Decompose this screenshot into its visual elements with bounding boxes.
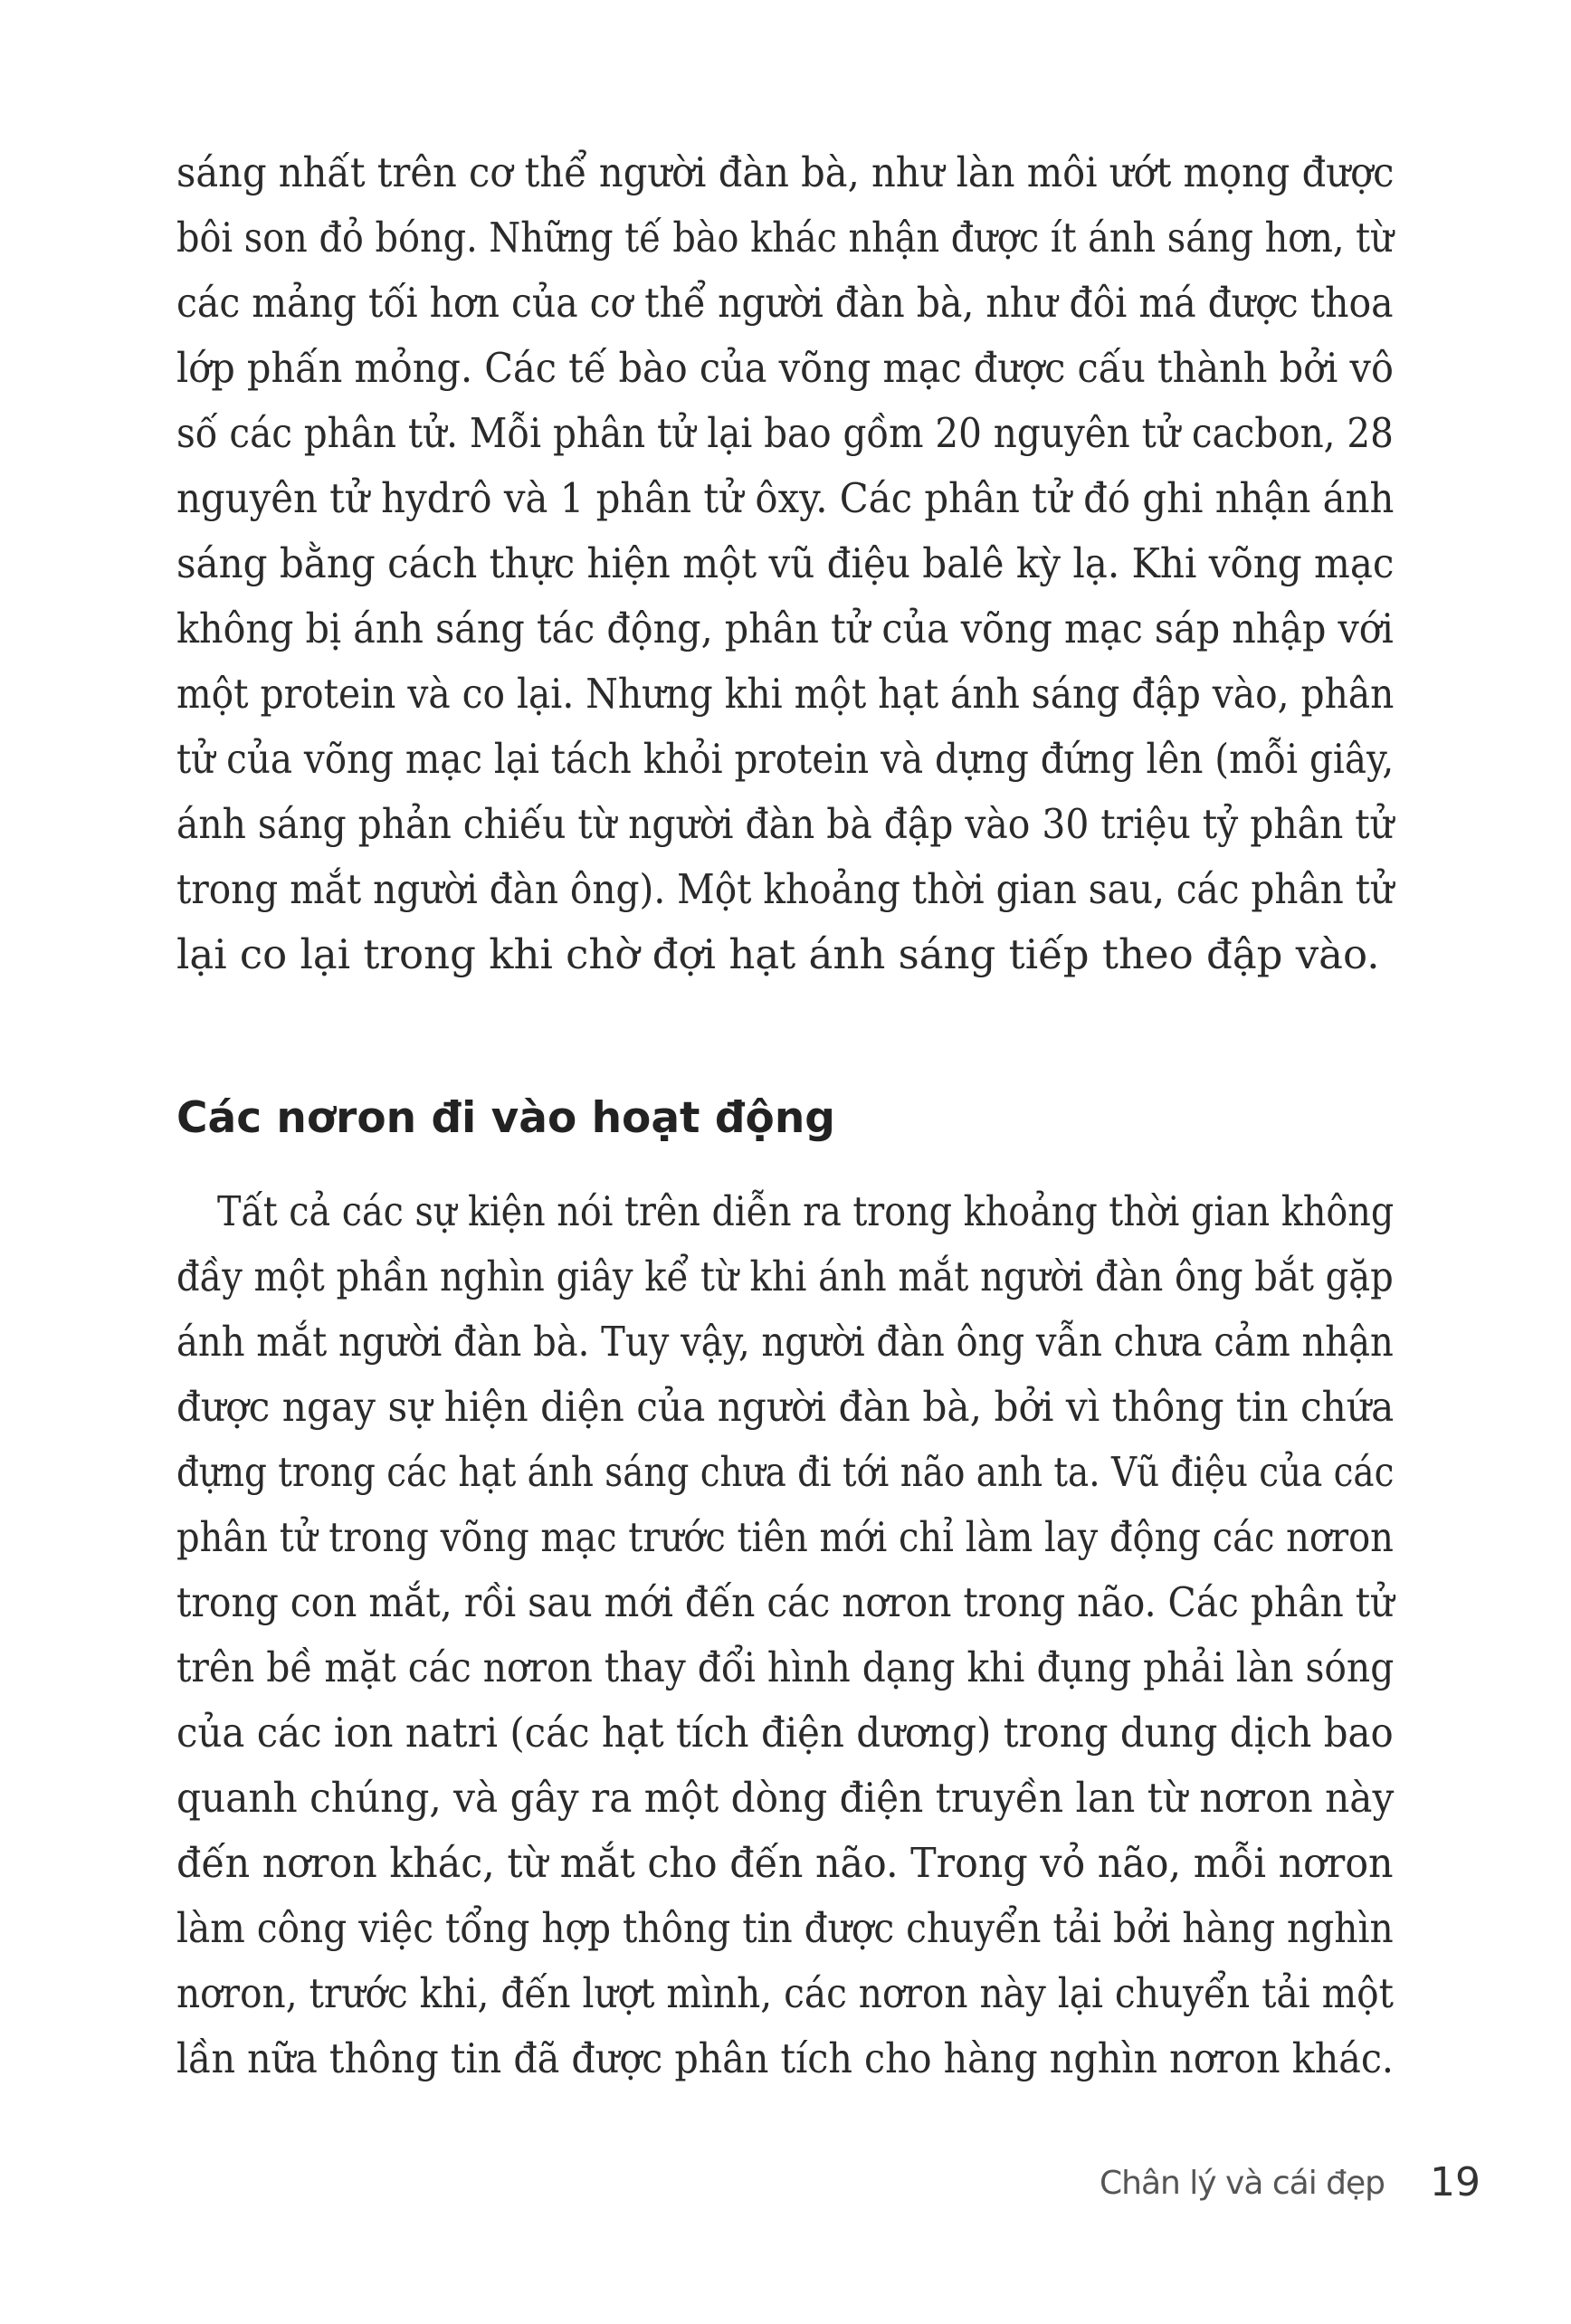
- text-line: quanh chúng, và gây ra một dòng điện truyền lan từ nơron này: [176, 1774, 1395, 1822]
- text-line: trong con mắt, rồi sau mới đến các nơron trong não. Các phân tử: [176, 1578, 1395, 1626]
- text-line: lại co lại trong khi chờ đợi hạt ánh sáng tiếp theo đập vào.: [176, 930, 1380, 978]
- text-line: lần nữa thông tin đã được phân tích cho hàng nghìn nơron khác.: [176, 2034, 1395, 2082]
- text-line: sáng bằng cách thực hiện một vũ điệu balê kỳ lạ. Khi võng mạc: [176, 539, 1395, 587]
- text-line: của các ion natri (các hạt tích điện dương) trong dung dịch bao: [176, 1709, 1394, 1757]
- section-heading: Các nơron đi vào hoạt động: [176, 1093, 835, 1143]
- text-line: đến nơron khác, từ mắt cho đến não. Trong vỏ não, mỗi nơron: [176, 1839, 1394, 1887]
- text-line: làm công việc tổng hợp thông tin được chuyển tải bởi hàng nghìn: [176, 1904, 1394, 1952]
- text-line: tử của võng mạc lại tách khỏi protein và dựng đứng lên (mỗi giây,: [176, 735, 1395, 783]
- text-line: phân tử trong võng mạc trước tiên mới chỉ làm lay động các nơron: [176, 1513, 1394, 1561]
- text-line: đầy một phần nghìn giây kể từ khi ánh mắt người đàn ông bắt gặp: [176, 1252, 1394, 1300]
- text-line: đựng trong các hạt ánh sáng chưa đi tới não anh ta. Vũ điệu của các: [176, 1448, 1395, 1496]
- text-line: ánh sáng phản chiếu từ người đàn bà đập vào 30 triệu tỷ phân tử: [176, 800, 1394, 848]
- page-number: 19: [1430, 2159, 1481, 2205]
- text-line: một protein và co lại. Nhưng khi một hạt ánh sáng đập vào, phân: [176, 670, 1395, 718]
- running-title: Chân lý và cái đẹp: [1100, 2165, 1385, 2202]
- text-line: nơron, trước khi, đến lượt mình, các nơron này lại chuyển tải một: [176, 1969, 1394, 2017]
- text-line: không bị ánh sáng tác động, phân tử của võng mạc sáp nhập với: [176, 605, 1394, 652]
- text-line: các mảng tối hơn của cơ thể người đàn bà, như đôi má được thoa: [176, 279, 1394, 327]
- text-line: số các phân tử. Mỗi phân tử lại bao gồm 20 nguyên tử cacbon, 28: [176, 409, 1394, 457]
- text-line: ánh mắt người đàn bà. Tuy vậy, người đàn ông vẫn chưa cảm nhận: [176, 1318, 1394, 1366]
- text-line: bôi son đỏ bóng. Những tế bào khác nhận được ít ánh sáng hơn, từ: [176, 214, 1394, 262]
- text-line: Tất cả các sự kiện nói trên diễn ra trong khoảng thời gian không: [217, 1187, 1395, 1235]
- text-line: lớp phấn mỏng. Các tế bào của võng mạc được cấu thành bởi vô: [176, 344, 1394, 392]
- text-line: trên bề mặt các nơron thay đổi hình dạng khi đụng phải làn sóng: [176, 1643, 1395, 1691]
- text-line: sáng nhất trên cơ thể người đàn bà, như làn môi ướt mọng được: [176, 148, 1395, 196]
- text-line: nguyên tử hydrô và 1 phân tử ôxy. Các phân tử đó ghi nhận ánh: [176, 474, 1395, 522]
- text-line: được ngay sự hiện diện của người đàn bà, bởi vì thông tin chứa: [176, 1383, 1395, 1431]
- text-line: trong mắt người đàn ông). Một khoảng thời gian sau, các phân tử: [176, 865, 1395, 913]
